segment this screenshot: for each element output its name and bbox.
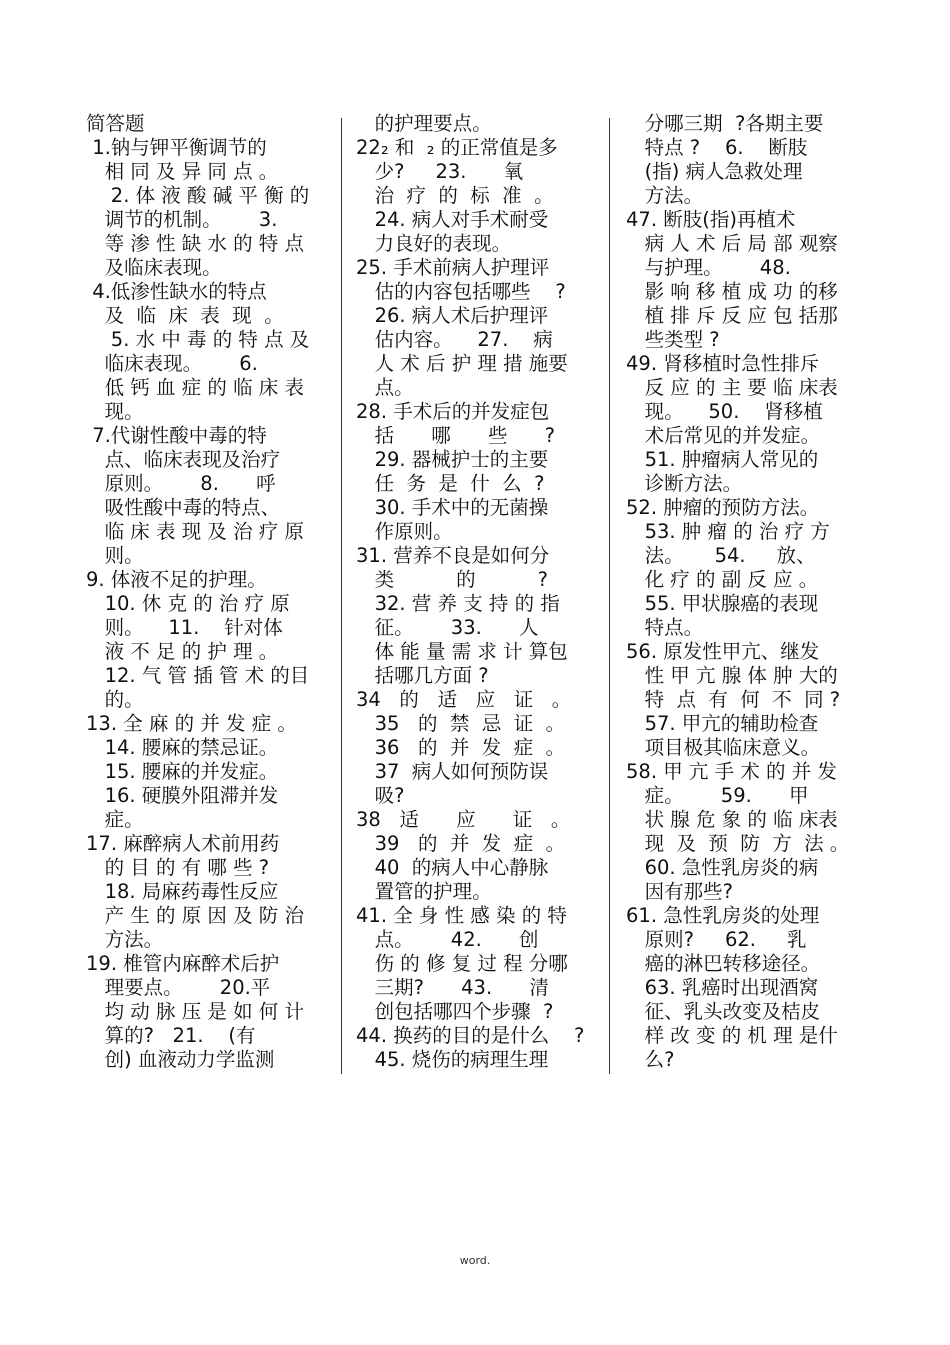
question-text-line: 征。 33. 人	[356, 616, 539, 639]
question-text-line: 体 能 量 需 求 计 算包	[356, 640, 568, 663]
question-text-line: 点。	[356, 376, 414, 399]
question-text-line: 样 改 变 的 机 理 是什	[626, 1024, 838, 1047]
question-text-line: 低 钙 血 症 的 临 床 表	[86, 376, 304, 399]
question-text-line: 相 同 及 异 同 点 。	[86, 160, 279, 183]
question-text-line: 均 动 脉 压 是 如 何 计	[86, 1000, 304, 1023]
question-text-line: 9. 体液不足的护理。	[86, 568, 267, 591]
question-text-line: 49. 肾移植时急性排斥	[626, 352, 820, 375]
question-text-line: 括 哪 些 ?	[356, 424, 556, 447]
question-text-line: 点。 42. 创	[356, 928, 539, 951]
question-text-line: 的 目 的 有 哪 些 ?	[86, 856, 270, 879]
question-text-line: 点、临床表现及治疗	[86, 448, 281, 471]
question-text-line: 简答题	[86, 112, 145, 135]
question-text-line: 的。	[86, 688, 144, 711]
question-text-line: 61. 急性乳房炎的处理	[626, 904, 820, 927]
question-text-line: 调节的机制。 3.	[86, 208, 278, 231]
question-text-line: 13. 全 麻 的 并 发 症 。	[86, 712, 297, 735]
question-text-line: 特 点 有 何 不 同 ?	[626, 688, 841, 711]
question-text-line: 17. 麻醉病人术前用药	[86, 832, 280, 855]
question-text-line: 术后常见的并发症。	[626, 424, 821, 447]
question-text-line: 60. 急性乳房炎的病	[626, 856, 819, 879]
question-text-line: 状 腺 危 象 的 临 床表	[626, 808, 838, 831]
question-text-line: 类 的 ?	[356, 568, 548, 591]
column-separator-1	[341, 118, 342, 1074]
question-text-line: 56. 原发性甲亢、继发	[626, 640, 820, 663]
question-text-line: 些类型 ?	[626, 328, 720, 351]
question-text-line: 则。	[86, 544, 144, 567]
question-text-line: 吸性酸中毒的特点、	[86, 496, 281, 519]
question-text-line: 少? 23. 氧	[356, 160, 524, 183]
question-text-line: 原则。 8. 呼	[86, 472, 276, 495]
question-text-line: 估的内容包括哪些 ?	[356, 280, 566, 303]
question-text-line: 53. 肿 瘤 的 治 疗 方	[626, 520, 830, 543]
question-text-line: 创) 血液动力学监测	[86, 1048, 275, 1071]
question-text-line: 作原则。	[356, 520, 453, 543]
question-text-line: 34 的 适 应 证 。	[356, 688, 572, 711]
question-text-line: 力良好的表现。	[356, 232, 512, 255]
question-text-line: 37 病人如何预防误	[356, 760, 549, 783]
question-text-line: 29. 器械护士的主要	[356, 448, 549, 471]
question-text-line: 任 务 是 什 么 ?	[356, 472, 545, 495]
question-text-line: 5. 水 中 毒 的 特 点 及	[86, 328, 310, 351]
question-text-line: 症。 59. 甲	[626, 784, 809, 807]
question-text-line: 19. 椎管内麻醉术后护	[86, 952, 280, 975]
column-2	[356, 112, 596, 1072]
question-text-line: 算的? 21. (有	[86, 1024, 256, 1047]
question-text-line: 植 排 斥 反 应 包 括那	[626, 304, 838, 327]
question-text-line: 及临床表现。	[86, 256, 222, 279]
question-text-line: 么?	[626, 1048, 675, 1071]
question-text-line: 人 术 后 护 理 措 施要	[356, 352, 568, 375]
question-text-line: 分哪三期 ?各期主要	[626, 112, 824, 135]
question-text-line: 2. 体 液 酸 碱 平 衡 的	[86, 184, 310, 207]
question-text-line: 特点。	[626, 616, 704, 639]
question-text-line: 反 应 的 主 要 临 床表	[626, 376, 838, 399]
question-text-line: 临床表现。 6.	[86, 352, 258, 375]
question-text-line: 18. 局麻药毒性反应	[86, 880, 279, 903]
question-text-line: 置管的护理。	[356, 880, 492, 903]
question-text-line: 与护理。 48.	[626, 256, 791, 279]
question-text-line: 26. 病人术后护理评	[356, 304, 549, 327]
question-text-line: 7.代谢性酸中毒的特	[86, 424, 267, 447]
question-text-line: 法。 54. 放、	[626, 544, 816, 567]
question-text-line: 的护理要点。	[356, 112, 492, 135]
question-text-line: 症。	[86, 808, 144, 831]
question-text-line: 化 疗 的 副 反 应 。	[626, 568, 819, 591]
question-text-line: 吸?	[356, 784, 405, 807]
question-text-line: 及 临 床 表 现 。	[86, 304, 284, 327]
question-text-line: 液 不 足 的 护 理 。	[86, 640, 279, 663]
question-text-line: 44. 换药的目的是什么 ?	[356, 1024, 585, 1047]
question-text-line: 16. 硬膜外阻滞并发	[86, 784, 279, 807]
question-text-line: 63. 乳癌时出现酒窝	[626, 976, 819, 999]
page-footer: word.	[459, 1254, 491, 1267]
question-text-line: 现。 50. 肾移植	[626, 400, 823, 423]
question-text-line: 癌的淋巴转移途径。	[626, 952, 821, 975]
question-text-line: 括哪几方面 ?	[356, 664, 489, 687]
question-text-line: 方法。	[86, 928, 164, 951]
question-text-line: 24. 病人对手术耐受	[356, 208, 549, 231]
column-3	[626, 112, 866, 1072]
question-text-line: 病 人 术 后 局 部 观察	[626, 232, 838, 255]
question-text-line: 15. 腰麻的并发症。	[86, 760, 279, 783]
column-separator-2	[609, 118, 610, 1074]
question-text-line: 25. 手术前病人护理评	[356, 256, 550, 279]
question-text-line: 45. 烧伤的病理生理	[356, 1048, 549, 1071]
question-text-line: 12. 气 管 插 管 术 的目	[86, 664, 310, 687]
question-text-line: 14. 腰麻的禁忌证。	[86, 736, 279, 759]
question-text-line: 4.低渗性缺水的特点	[86, 280, 267, 303]
question-text-line: 诊断方法。	[626, 472, 743, 495]
question-text-line: 10. 休 克 的 治 疗 原	[86, 592, 290, 615]
question-text-line: 36 的 并 发 症 。	[356, 736, 566, 759]
question-text-line: 22₂ 和 ₂ 的正常值是多	[356, 136, 558, 159]
question-text-line: 55. 甲状腺癌的表现	[626, 592, 819, 615]
question-text-line: 创包括哪四个步骤 ?	[356, 1000, 554, 1023]
question-text-line: 征、乳头改变及桔皮	[626, 1000, 821, 1023]
question-text-line: 因有那些?	[626, 880, 733, 903]
question-text-line: 理要点。 20.平	[86, 976, 271, 999]
question-text-line: 32. 营 养 支 持 的 指	[356, 592, 560, 615]
question-text-line: 1.钠与钾平衡调节的	[86, 136, 267, 159]
question-text-line: 41. 全 身 性 感 染 的 特	[356, 904, 567, 927]
question-text-line: 51. 肿瘤病人常见的	[626, 448, 819, 471]
question-text-line: 方法。	[626, 184, 704, 207]
question-text-line: 性 甲 亢 腺 体 肿 大的	[626, 664, 838, 687]
question-text-line: 35 的 禁 忌 证 。	[356, 712, 566, 735]
question-text-line: 现 及 预 防 方 法 。	[626, 832, 850, 855]
question-text-line: 40 的病人中心静脉	[356, 856, 549, 879]
question-text-line: 30. 手术中的无菌操	[356, 496, 549, 519]
column-1	[86, 112, 326, 1072]
question-text-line: 原则? 62. 乳	[626, 928, 807, 951]
question-text-line: 项目极其临床意义。	[626, 736, 821, 759]
question-text-line: 伤 的 修 复 过 程 分哪	[356, 952, 568, 975]
question-text-line: 现。	[86, 400, 144, 423]
question-text-line: 治 疗 的 标 准 。	[356, 184, 554, 207]
question-text-line: 58. 甲 亢 手 术 的 并 发	[626, 760, 837, 783]
question-text-line: 则。 11. 针对体	[86, 616, 283, 639]
question-text-line: 影 响 移 植 成 功 的移	[626, 280, 838, 303]
question-text-line: 产 生 的 原 因 及 防 治	[86, 904, 304, 927]
question-text-line: 特点 ? 6. 断肢	[626, 136, 808, 159]
question-text-line: 57. 甲亢的辅助检查	[626, 712, 819, 735]
question-text-line: 31. 营养不良是如何分	[356, 544, 550, 567]
question-text-line: 38 适 应 证 。	[356, 808, 571, 831]
question-text-line: 等 渗 性 缺 水 的 特 点	[86, 232, 304, 255]
question-text-line: 估内容。 27. 病	[356, 328, 553, 351]
question-text-line: 52. 肿瘤的预防方法。	[626, 496, 820, 519]
question-text-line: 28. 手术后的并发症包	[356, 400, 550, 423]
question-text-line: (指) 病人急救处理	[626, 160, 803, 183]
question-text-line: 39 的 并 发 症 。	[356, 832, 566, 855]
question-text-line: 临 床 表 现 及 治 疗 原	[86, 520, 304, 543]
question-text-line: 三期? 43. 清	[356, 976, 549, 999]
question-text-line: 47. 断肢(指)再植术	[626, 208, 796, 231]
